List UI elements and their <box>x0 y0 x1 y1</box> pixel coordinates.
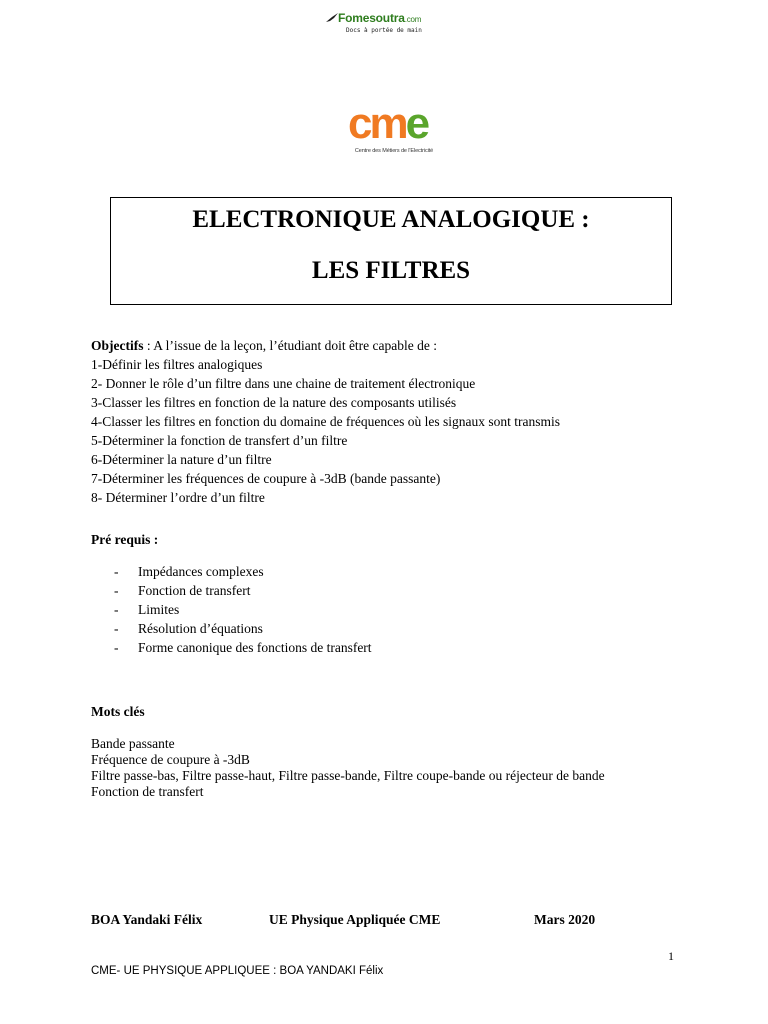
bullet-dash: - <box>114 640 119 655</box>
objective-item: 2- Donner le rôle d’un filtre dans une chaine de traitement électronique <box>91 376 476 391</box>
title-line-1: ELECTRONIQUE ANALOGIQUE : <box>192 206 590 233</box>
cme-logo-subtitle: Centre des Métiers de l'Electricité <box>354 148 434 154</box>
objective-item: 4-Classer les filtres en fonction du domaine de fréquences où les signaux sont transmis <box>91 414 561 429</box>
prerequisites-list <box>114 562 372 657</box>
keyword-item: Fréquence de coupure à -3dB <box>91 752 250 767</box>
fomesoutra-logo <box>326 11 446 41</box>
list-item <box>114 619 372 638</box>
keyword-item: Fonction de transfert <box>91 784 204 799</box>
keyword-item: Filtre passe-bas, Filtre passe-haut, Filtre passe-bande, Filtre coupe-bande ou réjecteur de bande <box>91 768 605 783</box>
objective-item: 6-Déterminer la nature d’un filtre <box>91 452 272 467</box>
page-number: 1 <box>668 949 674 963</box>
running-footer: CME- UE PHYSIQUE APPLIQUEE : BOA YANDAKI Félix <box>91 965 384 977</box>
keywords-list <box>91 736 651 800</box>
bullet-dash: - <box>114 583 119 598</box>
objectives-section <box>91 336 560 507</box>
objectives-intro: : A l’issue de la leçon, l’étudiant doit être capable de : <box>143 338 438 353</box>
objective-item: 1-Définir les filtres analogiques <box>91 357 263 372</box>
watermark-tagline: Docs à portée de main <box>346 27 422 34</box>
title-line-2: LES FILTRES <box>311 257 471 284</box>
cme-logo <box>346 99 442 160</box>
cme-logo-text: cme <box>348 99 428 148</box>
objective-item: 7-Déterminer les fréquences de coupure à -3dB (bande passante) <box>91 471 441 486</box>
keywords-heading: Mots clés <box>91 704 145 719</box>
course-name: UE Physique Appliquée CME <box>269 912 441 927</box>
objective-item: 3-Classer les filtres en fonction de la nature des composants utilisés <box>91 395 457 410</box>
title-box <box>110 197 672 305</box>
document-info-line <box>91 912 651 932</box>
prerequisites-heading: Pré requis : <box>91 532 159 547</box>
bullet-dash: - <box>114 621 119 636</box>
prerequisite-text: Limites <box>138 602 180 617</box>
list-item <box>114 562 372 581</box>
prerequisite-text: Résolution d’équations <box>138 621 263 636</box>
watermark-site-name: Fomesoutra.com <box>338 11 422 25</box>
prerequisite-text: Fonction de transfert <box>138 583 251 598</box>
list-item <box>114 581 372 600</box>
bullet-dash: - <box>114 602 119 617</box>
keyword-item: Bande passante <box>91 736 175 751</box>
document-date: Mars 2020 <box>534 912 596 927</box>
list-item <box>114 600 372 619</box>
list-item <box>114 638 372 657</box>
prerequisite-text: Forme canonique des fonctions de transfert <box>138 640 372 655</box>
objective-item: 8- Déterminer l’ordre d’un filtre <box>91 490 265 505</box>
objectives-label: Objectifs <box>91 338 144 353</box>
objectives-heading <box>91 336 560 355</box>
bird-icon <box>326 13 338 23</box>
prerequisite-text: Impédances complexes <box>138 564 264 579</box>
bullet-dash: - <box>114 564 119 579</box>
objective-item: 5-Déterminer la fonction de transfert d’un filtre <box>91 433 348 448</box>
author-name: BOA Yandaki Félix <box>91 912 203 927</box>
